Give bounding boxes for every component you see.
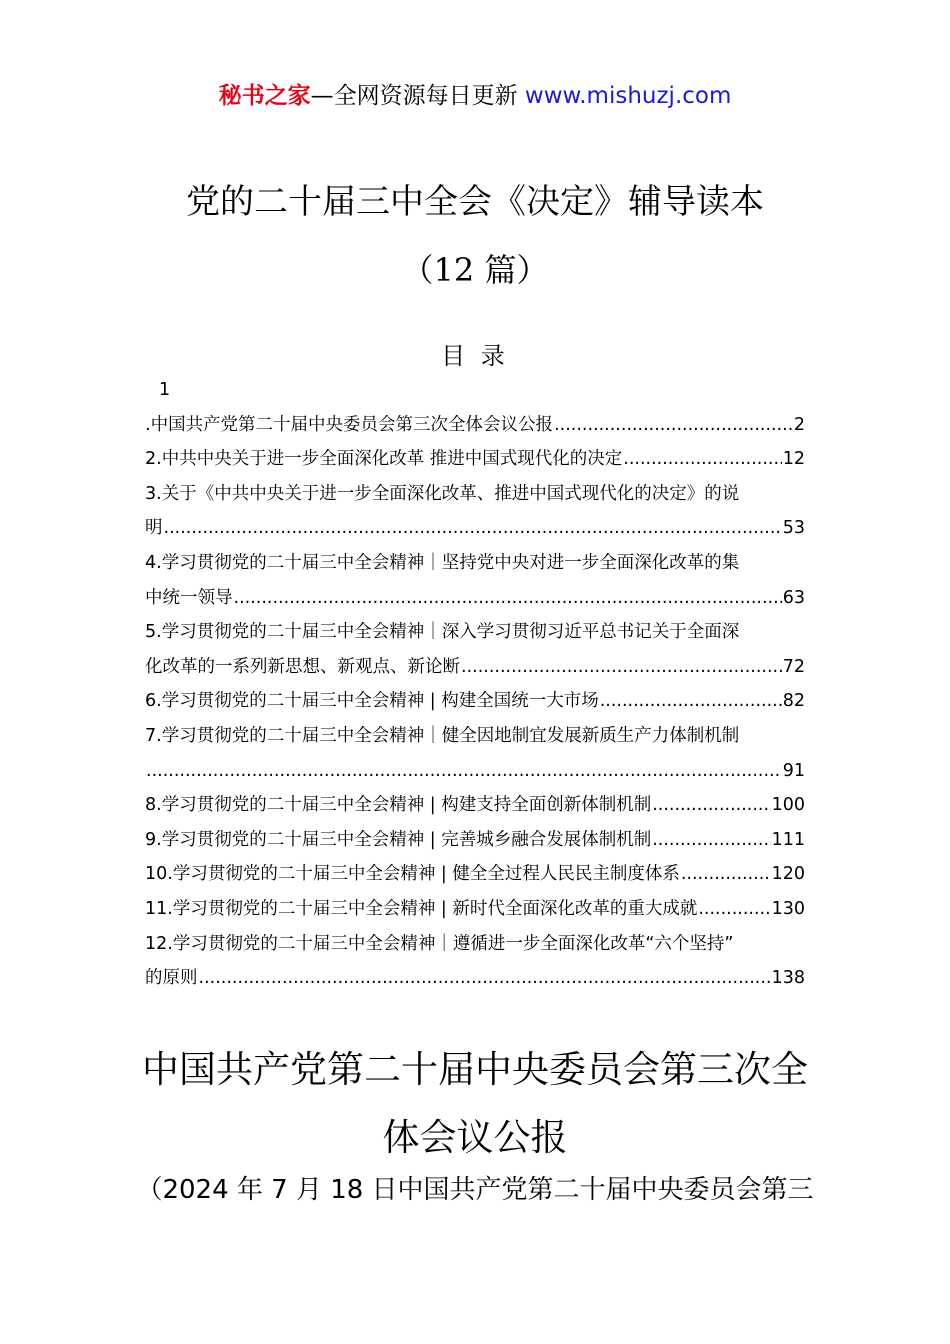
section-title-line-1: 中国共产党第二十届中央委员会第三次全 — [142, 1048, 808, 1091]
toc-leader-dots — [199, 961, 771, 996]
section-subtitle: （2024 年 7 月 18 日中国共产党第二十届中央委员会第三 — [136, 1175, 814, 1205]
toc-leader-dots — [681, 857, 771, 892]
toc-page-number: 12 — [782, 449, 805, 470]
toc-line[interactable] — [145, 373, 805, 408]
toc-page-number: 72 — [782, 656, 805, 677]
toc-entry-text: 2.中共中央关于进一步全面深化改革 推进中国式现代化的决定 — [145, 449, 623, 470]
toc-leader-dots — [554, 408, 793, 443]
toc-heading: 目 录 — [441, 342, 509, 370]
toc-leader-dots — [623, 442, 781, 477]
toc-leader-dots — [146, 754, 782, 789]
toc-line[interactable] — [145, 408, 805, 443]
article-unit: 篇 — [484, 251, 517, 289]
toc-line[interactable] — [145, 684, 805, 719]
toc-page-number: 130 — [771, 898, 805, 919]
document-subtitle — [0, 246, 950, 294]
toc-line[interactable] — [145, 442, 805, 477]
toc-line[interactable] — [145, 857, 805, 892]
toc-page-number: 63 — [782, 587, 805, 608]
toc-entry-text: 中统一领导 — [145, 587, 233, 608]
toc-leader-dots — [698, 892, 770, 927]
toc-line[interactable] — [145, 650, 805, 685]
toc-line[interactable] — [145, 823, 805, 858]
toc-entry-text: 7.学习贯彻党的二十届三中全会精神｜健全因地制宜发展新质生产力体制机制 — [145, 725, 740, 746]
toc-page-number: 100 — [771, 795, 805, 816]
toc-entry-text: .中国共产党第二十届中央委员会第三次全体会议公报 — [145, 414, 554, 435]
toc-entry-text: 4.学习贯彻党的二十届三中全会精神｜坚持党中央对进一步全面深化改革的集 — [145, 552, 740, 573]
toc-entry-text: 1 — [159, 380, 171, 400]
site-header — [0, 80, 950, 112]
toc-line[interactable] — [145, 788, 805, 823]
article-count: 12 — [433, 251, 475, 289]
toc-entry-text: 6.学习贯彻党的二十届三中全会精神 | 构建全国统一大市场 — [145, 691, 599, 712]
table-of-contents — [145, 373, 805, 996]
toc-line[interactable] — [145, 615, 805, 650]
toc-line[interactable] — [145, 511, 805, 546]
toc-entry-text: 明 — [145, 518, 163, 539]
toc-entry-text: 化改革的一系列新思想、新观点、新论断 — [145, 656, 460, 677]
toc-line[interactable] — [145, 927, 805, 962]
toc-leader-dots — [234, 581, 782, 616]
toc-line[interactable] — [145, 477, 805, 512]
subtitle-close-paren: ） — [516, 251, 549, 289]
site-tagline: —全网资源每日更新 — [310, 83, 518, 109]
toc-page-number: 82 — [782, 691, 805, 712]
subtitle-open-paren: （ — [401, 251, 434, 289]
toc-line[interactable] — [145, 546, 805, 581]
toc-entry-text: 12.学习贯彻党的二十届三中全会精神｜遵循进一步全面深化改革“六个坚持” — [145, 933, 734, 954]
toc-page-number: 53 — [782, 518, 805, 539]
toc-page-number: 2 — [793, 414, 805, 435]
site-url-link[interactable]: www.mishuzj.com — [524, 83, 732, 109]
document-title: 党的二十届三中全会《决定》辅导读本 — [186, 182, 764, 222]
toc-line[interactable] — [145, 581, 805, 616]
toc-page-number: 120 — [771, 864, 805, 885]
toc-line[interactable] — [145, 719, 805, 754]
toc-page-number: 138 — [771, 968, 805, 989]
toc-entry-text: 11.学习贯彻党的二十届三中全会精神 | 新时代全面深化改革的重大成就 — [145, 898, 698, 919]
toc-line[interactable] — [145, 961, 805, 996]
toc-entry-text: 3.关于《中共中央关于进一步全面深化改革、推进中国式现代化的决定》的说 — [145, 483, 740, 504]
toc-leader-dots — [652, 788, 770, 823]
toc-leader-dots — [600, 684, 782, 719]
toc-page-number: 111 — [771, 829, 805, 850]
toc-entry-text: 5.学习贯彻党的二十届三中全会精神｜深入学习贯彻习近平总书记关于全面深 — [145, 622, 740, 643]
toc-leader-dots — [461, 650, 782, 685]
toc-entry-text: 10.学习贯彻党的二十届三中全会精神 | 健全全过程人民民主制度体系 — [145, 864, 680, 885]
toc-entry-text: 的原则 — [145, 968, 198, 989]
toc-line[interactable] — [145, 892, 805, 927]
toc-page-number: 91 — [782, 760, 805, 781]
site-name: 秘书之家 — [218, 83, 311, 109]
toc-leader-dots — [652, 823, 770, 858]
toc-entry-text: 9.学习贯彻党的二十届三中全会精神 | 完善城乡融合发展体制机制 — [145, 829, 652, 850]
toc-line[interactable] — [145, 754, 805, 789]
toc-leader-dots — [164, 511, 782, 546]
toc-entry-text: 8.学习贯彻党的二十届三中全会精神 | 构建支持全面创新体制机制 — [145, 795, 652, 816]
section-title-line-2: 体会议公报 — [382, 1116, 568, 1159]
